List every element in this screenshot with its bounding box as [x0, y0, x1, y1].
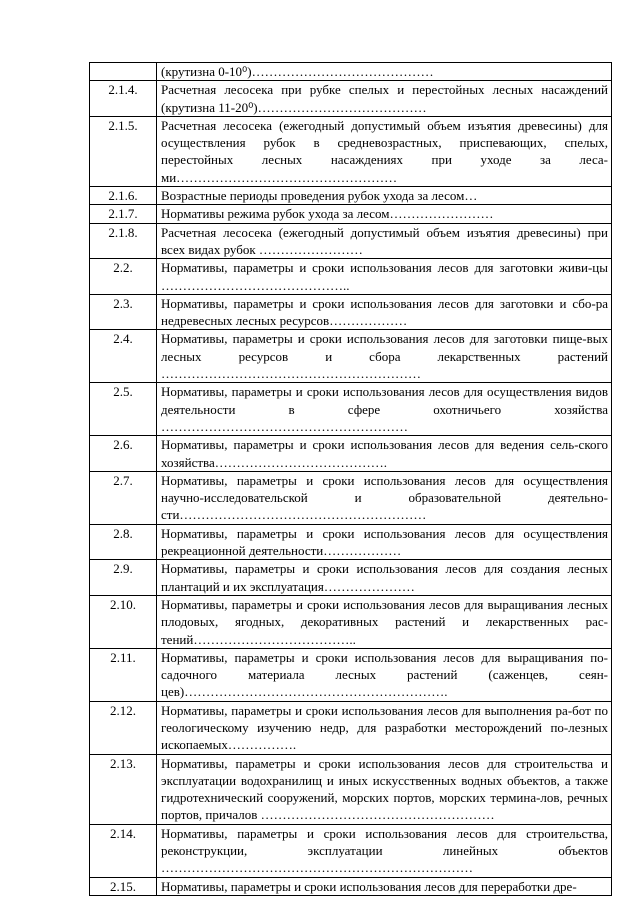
contents-row [90, 560, 612, 596]
section-title: Нормативы, параметры и сроки использования лесов для заготовки пище-вых лесных ресурсов и сбора лекарственных растений …………………………………………………… [157, 330, 612, 383]
section-number: 2.11. [90, 648, 157, 701]
contents-table-body [90, 63, 612, 896]
contents-row [90, 294, 612, 330]
section-number: 2.1.7. [90, 205, 157, 223]
section-title: Нормативы, параметры и сроки использования лесов для переработки дре- [157, 877, 612, 895]
section-number: 2.1.8. [90, 223, 157, 259]
section-number: 2.1.6. [90, 187, 157, 205]
contents-row [90, 701, 612, 754]
section-number: 2.10. [90, 595, 157, 648]
section-title: Нормативы, параметры и сроки использования лесов для выполнения ра-бот по геологическому изучению недр, для разработки месторождений по-лезных ископаемых……………. [157, 701, 612, 754]
contents-row [90, 754, 612, 824]
section-number: 2.7. [90, 471, 157, 524]
section-number: 2.14. [90, 824, 157, 877]
contents-row [90, 877, 612, 895]
section-number: 2.15. [90, 877, 157, 895]
section-number: 2.9. [90, 560, 157, 596]
contents-row [90, 330, 612, 383]
section-number: 2.1.5. [90, 116, 157, 186]
contents-row [90, 524, 612, 560]
section-number [90, 63, 157, 81]
contents-row [90, 81, 612, 117]
section-number: 2.2. [90, 259, 157, 295]
section-title: Нормативы, параметры и сроки использования лесов для осуществления рекреационной деятельности……………… [157, 524, 612, 560]
section-title: Нормативы, параметры и сроки использования лесов для выращивания лесных плодовых, ягодных, декоративных растений и лекарственных рас-тений……………………………….. [157, 595, 612, 648]
section-title: Нормативы, параметры и сроки использования лесов для заготовки живи-цы …………………………………….. [157, 259, 612, 295]
contents-row [90, 595, 612, 648]
contents-row [90, 383, 612, 436]
section-number: 2.1.4. [90, 81, 157, 117]
section-title: (крутизна 0-10⁰)…………………………………… [157, 63, 612, 81]
section-title: Возрастные периоды проведения рубок ухода за лесом… [157, 187, 612, 205]
contents-row [90, 116, 612, 186]
section-title: Нормативы, параметры и сроки использования лесов для осуществления научно-исследовательской и образовательной деятельно-сти………………………………………………… [157, 471, 612, 524]
section-title: Расчетная лесосека (ежегодный допустимый объем изъятия древесины) для осуществления рубок в средневозрастных, приспевающих, спелых, перестойных лесных насаждениях при уходе за леса-ми…………………………………………… [157, 116, 612, 186]
section-number: 2.3. [90, 294, 157, 330]
contents-row [90, 436, 612, 472]
contents-row [90, 648, 612, 701]
contents-row [90, 824, 612, 877]
section-title: Расчетная лесосека при рубке спелых и перестойных лесных насаждений (крутизна 11-20⁰)………………………………… [157, 81, 612, 117]
section-title: Нормативы, параметры и сроки использования лесов для выращивания по-садочного материала лесных растений (саженцев, сеян-цев)……………………………………………………. [157, 648, 612, 701]
section-title: Нормативы, параметры и сроки использования лесов для создания лесных плантаций и их эксплуатация………………… [157, 560, 612, 596]
section-number: 2.4. [90, 330, 157, 383]
contents-row [90, 223, 612, 259]
contents-row [90, 187, 612, 205]
section-number: 2.8. [90, 524, 157, 560]
section-title: Нормативы, параметры и сроки использования лесов для заготовки и сбо-ра недревесных лесных ресурсов……………… [157, 294, 612, 330]
section-number: 2.12. [90, 701, 157, 754]
section-title: Нормативы, параметры и сроки использования лесов для осуществления видов деятельности в сфере охотничьего хозяйства ………………………………………………… [157, 383, 612, 436]
section-number: 2.13. [90, 754, 157, 824]
contents-row [90, 63, 612, 81]
section-title: Нормативы, параметры и сроки использования лесов для строительства и эксплуатации водохранилищ и иных искусственных водных объектов, а также гидротехнический сооружений, морских портов, морских термина-лов, речных портов, причалов ……………………………………………… [157, 754, 612, 824]
contents-row [90, 259, 612, 295]
contents-row [90, 471, 612, 524]
section-title: Нормативы, параметры и сроки использования лесов для ведения сель-ского хозяйства…………………………………. [157, 436, 612, 472]
section-number: 2.6. [90, 436, 157, 472]
contents-row [90, 205, 612, 223]
section-title: Нормативы, параметры и сроки использования лесов для строительства, реконструкции, эксплуатации линейных объектов ……………………………………………………………… [157, 824, 612, 877]
section-title: Нормативы режима рубок ухода за лесом…………………… [157, 205, 612, 223]
contents-table [89, 62, 612, 896]
section-title: Расчетная лесосека (ежегодный допустимый объем изъятия древесины) при всех видах рубок …………………… [157, 223, 612, 259]
section-number: 2.5. [90, 383, 157, 436]
